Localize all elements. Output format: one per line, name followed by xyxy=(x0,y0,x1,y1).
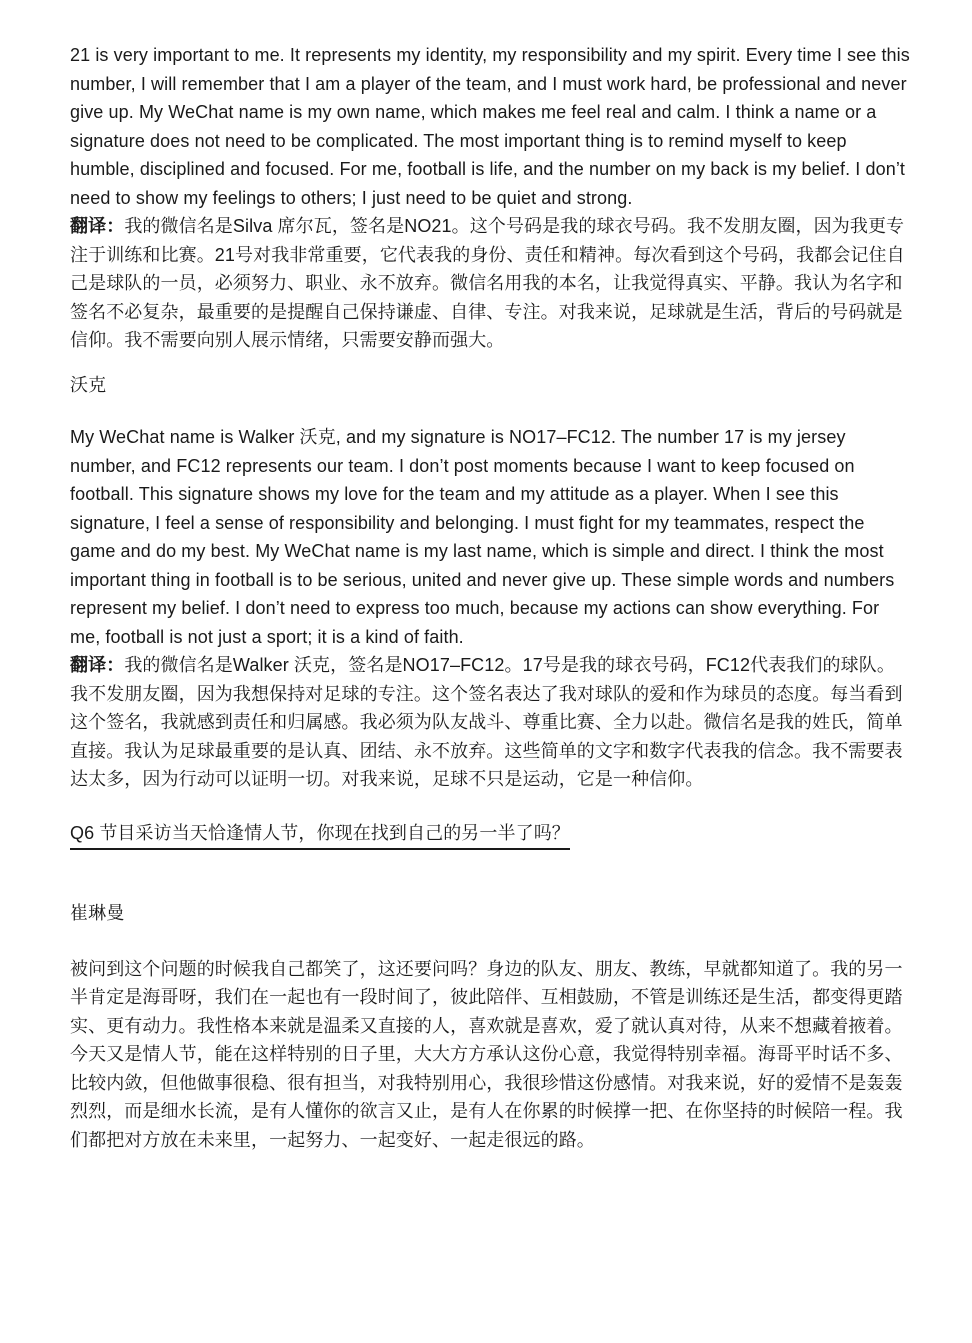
speaker-name-walker: 沃克 xyxy=(70,374,107,395)
question-q6-heading xyxy=(70,819,912,848)
question-q6-text: Q6 节目采访当天恰逢情人节，你现在找到自己的另一半了吗？ xyxy=(70,823,570,850)
walker-answer-english: My WeChat name is Walker 沃克, and my signature is NO17–FC12. The number 17 is my jersey number, and FC12 represents our team. I don’t post moments because I want to keep focused on football. This signature shows my love for the team and my attitude as a player. When I see this signature, I feel a sense of responsibility and belonging. I must fight for my teammates, respect the game and do my best. My WeChat name is my last name, which is simple and direct. I think the most important thing in football is to be serious, united and never give up. These simple words and numbers represent my belief. I don’t need to express too much, because my actions can show everything. For me, football is not just a sport; it is a kind of faith. xyxy=(70,427,895,647)
translation-label: 翻译： xyxy=(70,216,125,236)
speaker-name-cuilinman: 崔琳曼 xyxy=(70,903,125,923)
walker-translation-paragraph xyxy=(70,651,912,794)
walker-translation-text: 我的微信名是Walker 沃克，签名是NO17–FC12。17号是我的球衣号码，FC12代表我们的球队。我不发朋友圈，因为我想保持对足球的专注。这个签名表达了我对球队的爱和作为球员的态度。每当看到这个签名，我就感到责任和归属感。我必须为队友战斗、尊重比赛、全力以赴。微信名是我的姓氏，简单直接。我认为足球最重要的是认真、团结、永不放弃。这些简单的文字和数字代表我的信念。我不需要表达太多，因为行动可以证明一切。对我来说，足球不只是运动，它是一种信仰。 xyxy=(70,655,903,789)
cuilinman-answer-chinese: 被问到这个问题的时候我自己都笑了，这还要问吗？身边的队友、朋友、教练，早就都知道了。我的另一半肯定是海哥呀，我们在一起也有一段时间了，彼此陪伴、互相鼓励，不管是训练还是生活，都变得更踏实、更有动力。我性格本来就是温柔又直接的人，喜欢就是喜欢，爱了就认真对待，从来不想藏着掖着。今天又是情人节，能在这样特别的日子里，大大方方承认这份心意，我觉得特别幸福。海哥平时话不多、比较内敛，但他做事很稳、很有担当，对我特别用心，我很珍惜这份感情。对我来说，好的爱情不是轰轰烈烈，而是细水长流，是有人懂你的欲言又止，是有人在你累的时候撑一把、在你坚持的时候陪一程。我们都把对方放在未来里，一起努力、一起变好、一起走很远的路。 xyxy=(70,958,903,1150)
silva-answer-english: 21 is very important to me. It represents my identity, my responsibility and my spirit. Every time I see this number, I will remember that I am a player of the team, and I must work hard, be professional and never give up. My WeChat name is my own name, which makes me feel real and calm. I think a name or a signature does not need to be complicated. The most important thing is to remind myself to keep humble, disciplined and focused. For me, football is life, and the number on my back is my belief. I don’t need to show my feelings to others; I just need to be quiet and strong. xyxy=(70,45,910,208)
silva-translation-text: 我的微信名是Silva 席尔瓦，签名是NO21。这个号码是我的球衣号码。我不发朋友圈，因为我更专注于训练和比赛。21号对我非常重要，它代表我的身份、责任和精神。每次看到这个号码，我都会记住自己是球队的一员，必须努力、职业、永不放弃。微信名用我的本名，让我觉得真实、平静。我认为名字和签名不必复杂，最重要的是提醒自己保持谦虚、自律、专注。对我来说，足球就是生活，背后的号码就是信仰。我不需要向别人展示情绪，只需要安静而强大。 xyxy=(70,216,905,350)
translation-label: 翻译： xyxy=(70,655,125,675)
silva-translation-paragraph xyxy=(70,212,912,355)
